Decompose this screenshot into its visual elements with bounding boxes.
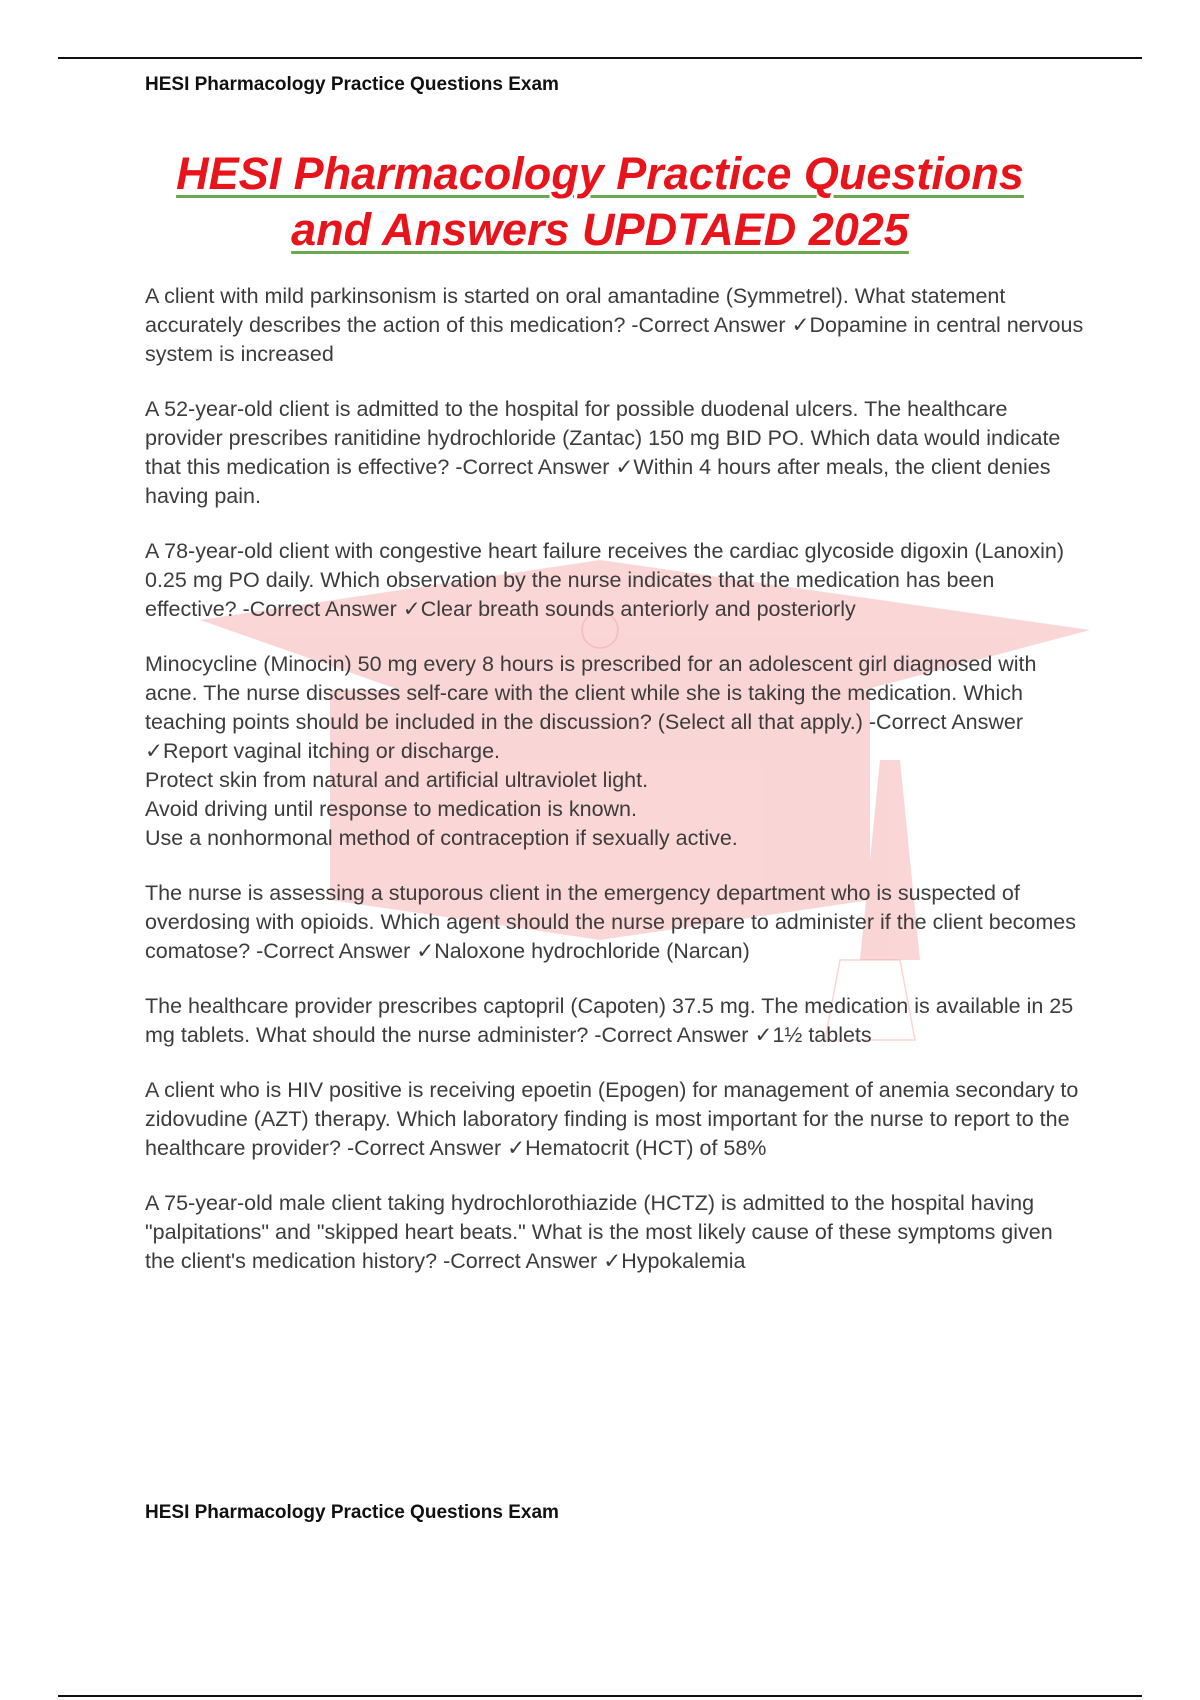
- question-text: The nurse is assessing a stuporous client in the emergency department who is suspected of overdosing with opioids. Which agent should the nurse prepare to administer if the client becomes comatose? -Correct Answer: [145, 881, 1076, 963]
- qa-item: [145, 1189, 1085, 1276]
- title-line-1: HESI Pharmacology Practice Questions: [176, 148, 1024, 199]
- qa-item: [145, 282, 1085, 369]
- answer-text: ✓Report vaginal itching or discharge.: [145, 739, 501, 763]
- qa-item: [145, 395, 1085, 511]
- question-text: The healthcare provider prescribes captopril (Capoten) 37.5 mg. The medication is available in 25 mg tablets. What should the nurse administer? -Correct Answer: [145, 994, 1074, 1047]
- question-text: Minocycline (Minocin) 50 mg every 8 hours is prescribed for an adolescent girl diagnosed with acne. The nurse discusses self-care with the client while she is taking the medication. Which teaching points should be included in the discussion? (Select all that apply.) -Correct Answer: [145, 652, 1037, 734]
- question-text: A 75-year-old male client taking hydrochlorothiazide (HCTZ) is admitted to the hospital having "palpitations" and "skipped heart beats." What is the most likely cause of these symptoms given the client's medication history? -Correct Answer: [145, 1191, 1053, 1273]
- answer-text: ✓Hypokalemia: [603, 1249, 746, 1273]
- document-title: [100, 146, 1100, 258]
- bottom-rule: [58, 1695, 1142, 1697]
- qa-list: [145, 282, 1085, 1302]
- qa-item: [145, 650, 1085, 853]
- question-text: A client with mild parkinsonism is started on oral amantadine (Symmetrel). What statement accurately describes the action of this medication? -Correct Answer: [145, 284, 1006, 337]
- answer-text: ✓Hematocrit (HCT) of 58%: [507, 1136, 767, 1160]
- answer-text: ✓Within 4 hours after meals, the client denies having pain.: [145, 455, 1051, 508]
- qa-item: [145, 1076, 1085, 1163]
- answer-text: ✓Clear breath sounds anteriorly and posteriorly: [402, 597, 856, 621]
- running-header: HESI Pharmacology Practice Questions Exam: [145, 74, 559, 95]
- qa-item: [145, 537, 1085, 624]
- answer-text: ✓Naloxone hydrochloride (Narcan): [416, 939, 750, 963]
- qa-item: [145, 992, 1085, 1050]
- qa-item: [145, 879, 1085, 966]
- answer-extra-line: Avoid driving until response to medication is known.: [145, 797, 637, 821]
- answer-extra-line: Protect skin from natural and artificial ultraviolet light.: [145, 768, 649, 792]
- top-rule: [58, 57, 1142, 59]
- question-text: A 52-year-old client is admitted to the hospital for possible duodenal ulcers. The healthcare provider prescribes ranitidine hydrochloride (Zantac) 150 mg BID PO. Which data would indicate that this medication is effective? -Correct Answer: [145, 397, 1061, 479]
- running-footer: HESI Pharmacology Practice Questions Exam: [145, 1502, 559, 1523]
- question-text: A 78-year-old client with congestive heart failure receives the cardiac glycoside digoxin (Lanoxin) 0.25 mg PO daily. Which observation by the nurse indicates that the medication has been effective? -Correct Answer: [145, 539, 1065, 621]
- answer-text: ✓1½ tablets: [754, 1023, 872, 1047]
- answer-extra-line: Use a nonhormonal method of contraception if sexually active.: [145, 826, 738, 850]
- question-text: A client who is HIV positive is receiving epoetin (Epogen) for management of anemia secondary to zidovudine (AZT) therapy. Which laboratory finding is most important for the nurse to report to the healthcare provider? -Correct Answer: [145, 1078, 1079, 1160]
- title-line-2: and Answers UPDTAED 2025: [291, 204, 909, 255]
- answer-text: ✓Dopamine in central nervous system is increased: [145, 313, 1084, 366]
